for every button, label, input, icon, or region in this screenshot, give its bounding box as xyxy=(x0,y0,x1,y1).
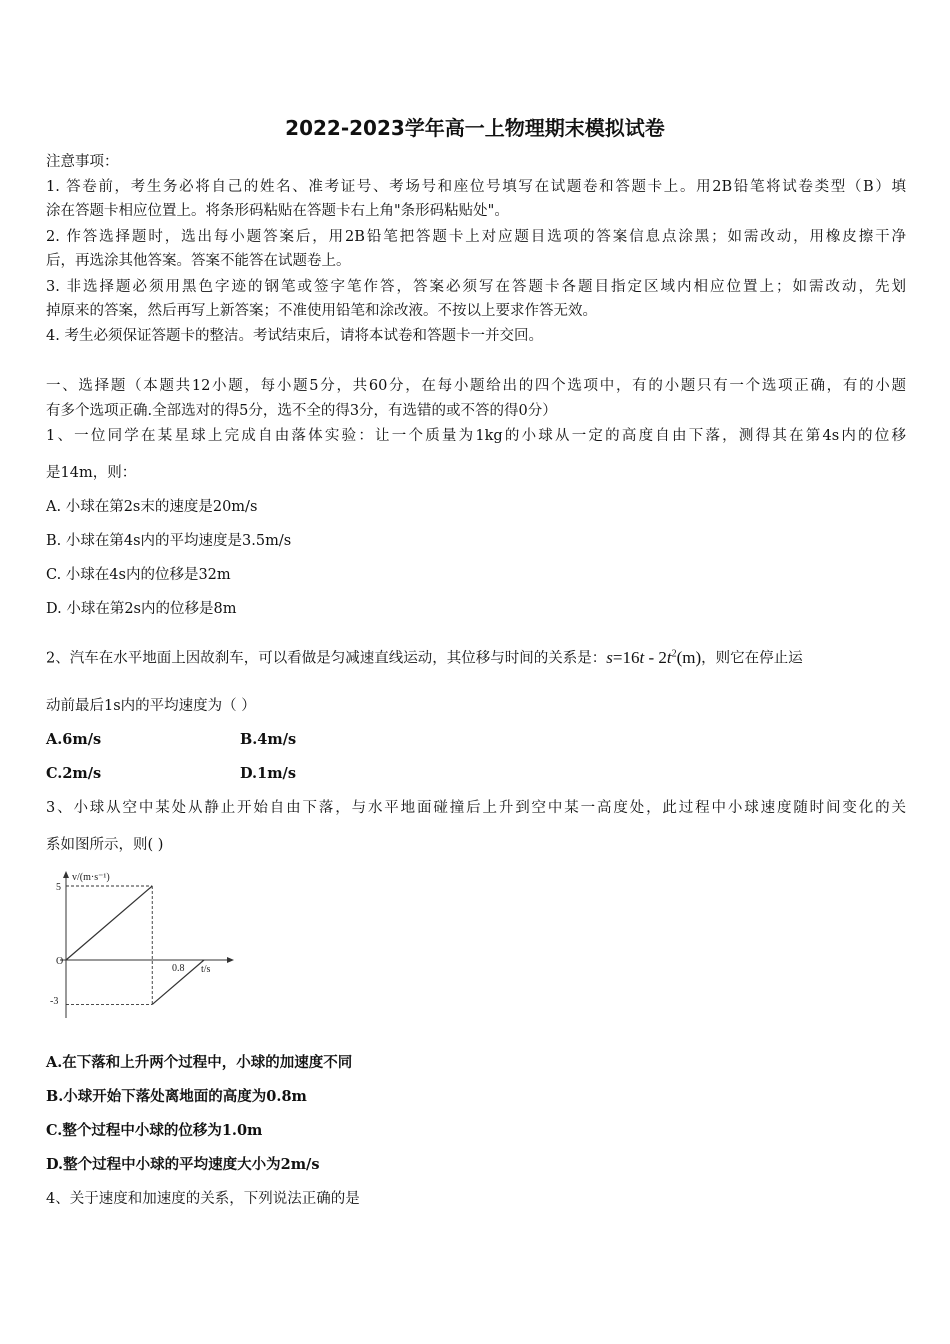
section-heading: 一、选择题（本题共12小题，每小题5分，共60分，在每小题给出的四个选项中，有的小题只有一个选项正确，有的小题 xyxy=(46,378,906,394)
notice-line: 1. 答卷前，考生务必将自己的姓名、准考证号、考场号和座位号填写在试题卷和答题卡上。用2B铅笔将试卷类型（B）填 xyxy=(46,179,906,195)
question-2-option-c xyxy=(46,764,296,784)
question-1-option-b: B. 小球在第4s内的平均速度是3.5m/s xyxy=(46,533,292,549)
x-axis-arrow xyxy=(227,957,234,963)
notice-line: 2. 作答选择题时，选出每小题答案后，用2B铅笔把答题卡上对应题目选项的答案信息点涂黑；如需改动，用橡皮擦干净 xyxy=(46,229,906,245)
formula-t: t xyxy=(639,647,645,667)
page-title: 2022-2023学年高一上物理期末模拟试卷 xyxy=(285,116,665,140)
tick-5: 5 xyxy=(56,882,61,893)
question-3-option-d: D.整个过程中小球的平均速度大小为2m/s xyxy=(46,1156,320,1173)
formula-exponent: 2 xyxy=(671,648,677,659)
question-4-stem: 4、关于速度和加速度的关系，下列说法正确的是 xyxy=(46,1191,360,1207)
vt-series xyxy=(66,886,204,1004)
question-1-option-c: C. 小球在4s内的位移是32m xyxy=(46,567,231,583)
question-3-option-a: A.在下落和上升两个过程中，小球的加速度不同 xyxy=(46,1054,353,1071)
question-2-stem-text: 2、汽车在水平地面上因故刹车，可以看做是匀减速直线运动，其位移与时间的关系是： xyxy=(46,650,607,667)
question-2-stem: 动前最后1s内的平均速度为（ ） xyxy=(46,698,256,714)
question-2-option-b: B.4m/s xyxy=(240,731,297,748)
question-1-option-a: A. 小球在第2s末的速度是20m/s xyxy=(46,499,258,515)
displacement-formula xyxy=(606,648,701,667)
question-3-stem: 系如图所示，则( ) xyxy=(46,837,164,853)
velocity-segment xyxy=(66,886,152,960)
notice-line: 后，再选涂其他答案。答案不能答在试题卷上。 xyxy=(46,253,351,269)
question-2-stem xyxy=(46,644,803,669)
vt-graph-svg xyxy=(46,868,236,1026)
formula-minus: - 2 xyxy=(644,647,667,667)
formula-unit: (m) xyxy=(676,647,702,667)
velocity-time-graph xyxy=(46,868,236,1026)
tick-0-8: 0.8 xyxy=(172,963,185,974)
y-axis-arrow xyxy=(63,871,69,878)
option-c-text: C.2m/s xyxy=(46,765,102,782)
formula-s: s xyxy=(606,647,613,667)
x-axis-label: t/s xyxy=(201,964,211,975)
question-1-option-d: D. 小球在第2s内的位移是8m xyxy=(46,601,237,617)
question-2-stem-text: ，则它在停止运 xyxy=(701,650,803,667)
notice-line: 涂在答题卡相应位置上。将条形码粘贴在答题卡右上角"条形码粘贴处"。 xyxy=(46,203,509,219)
question-3-option-b: B.小球开始下落处离地面的高度为0.8m xyxy=(46,1088,307,1105)
question-1-stem: 1、一位同学在某星球上完成自由落体实验：让一个质量为1kg的小球从一定的高度自由下落，测得其在第4s内的位移 xyxy=(46,428,906,444)
formula-eq: =16 xyxy=(612,647,640,667)
tick-origin: O xyxy=(56,956,64,967)
question-1-stem: 是14m，则： xyxy=(46,465,137,481)
question-2-option-d: D.1m/s xyxy=(240,765,296,782)
question-3-stem: 3、小球从空中某处从静止开始自由下落，与水平地面碰撞后上升到空中某一高度处，此过程中小球速度随时间变化的关 xyxy=(46,800,906,816)
y-axis-label: v/(m·s⁻¹) xyxy=(72,872,110,883)
formula-t: t xyxy=(666,647,672,667)
notice-line: 掉原来的答案，然后再写上新答案；不准使用铅笔和涂改液。不按以上要求作答无效。 xyxy=(46,303,597,319)
question-2-option-a xyxy=(46,730,297,750)
notice-heading: 注意事项： xyxy=(46,154,119,170)
tick-neg3: -3 xyxy=(50,996,59,1007)
question-3-option-c: C.整个过程中小球的位移为1.0m xyxy=(46,1122,263,1139)
option-a-text: A.6m/s xyxy=(46,731,102,748)
section-heading: 有多个选项正确.全部选对的得5分，选不全的得3分，有选错的或不答的得0分） xyxy=(46,403,557,419)
notice-line: 3. 非选择题必须用黑色字迹的钢笔或签字笔作答，答案必须写在答题卡各题目指定区域内相应位置上；如需改动，先划 xyxy=(46,279,906,295)
notice-line: 4. 考生必须保证答题卡的整洁。考试结束后，请将本试卷和答题卡一并交回。 xyxy=(46,328,543,344)
